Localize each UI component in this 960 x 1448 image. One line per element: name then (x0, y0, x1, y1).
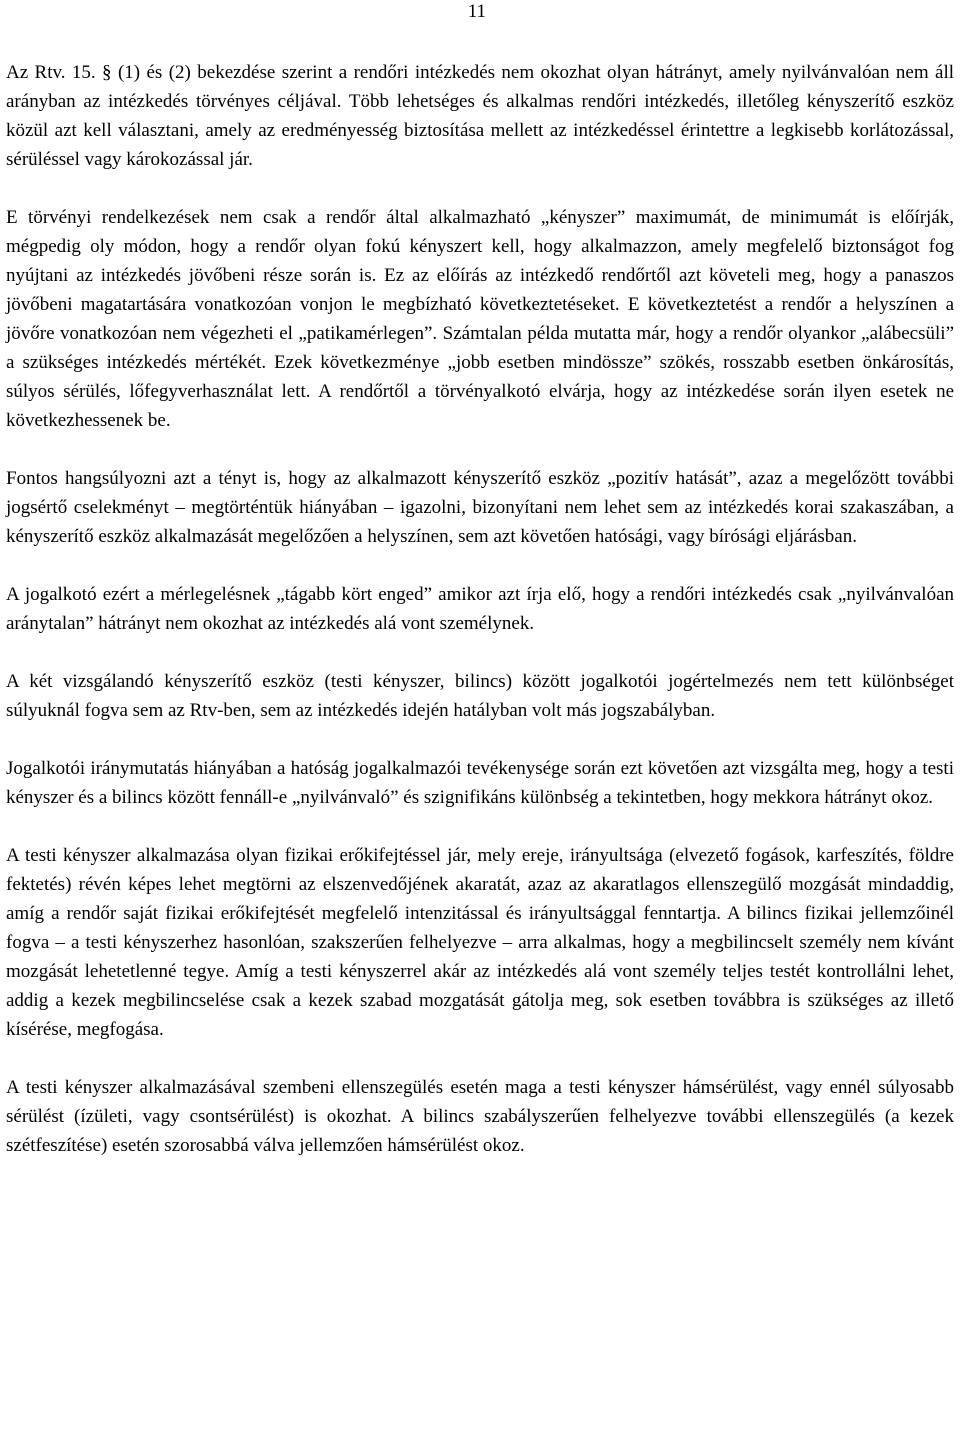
paragraph-1: Az Rtv. 15. § (1) és (2) bekezdése szerint a rendőri intézkedés nem okozhat olyan hátrányt, amely nyilvánvalóan nem áll arányban az intézkedés törvényes céljával. Több lehetséges és alkalmas rendőri intézkedés, illetőleg kényszerítő eszköz közül azt kell választani, amely az eredményesség biztosítása mellett az intézkedéssel érintettre a legkisebb korlátozással, sérüléssel vagy károkozással jár. (6, 62, 954, 170)
paragraph-5: A két vizsgálandó kényszerítő eszköz (testi kényszer, bilincs) között jogalkotói jogértelmezés nem tett különbséget súlyuknál fogva sem az Rtv-ben, sem az intézkedés idején hatályban volt más jogszabályban. (6, 671, 954, 721)
paragraph-4: A jogalkotó ezért a mérlegelésnek „tágabb kört enged” amikor azt írja elő, hogy a rendőri intézkedés csak „nyilvánvalóan aránytalan” hátrányt nem okozhat az intézkedés alá vont személynek. (6, 584, 954, 634)
paragraph-3: Fontos hangsúlyozni azt a tényt is, hogy az alkalmazott kényszerítő eszköz „pozitív hatását”, azaz a megelőzött további jogsértő cselekményt – megtörténtük hiányában – igazolni, bizonyítani nem lehet sem az intézkedés korai szakaszában, a kényszerítő eszköz alkalmazását megelőzően a helyszínen, sem azt követően hatósági, vagy bírósági eljárásban. (6, 468, 954, 547)
page-number: 11 (467, 1, 486, 22)
paragraph-2: E törvényi rendelkezések nem csak a rendőr által alkalmazható „kényszer” maximumát, de minimumát is előírják, mégpedig oly módon, hogy a rendőr olyan fokú kényszert kell, hogy alkalmazzon, amely megfelelő biztonságot fog nyújtani az intézkedés jövőbeni része során is. Ez az előírás az intézkedő rendőrtől azt követeli meg, hogy a panaszos jövőbeni magatartására vonatkozóan vonjon le megbízható következtetéseket. E következtetést a rendőr a helyszínen a jövőre vonatkozóan nem végezheti el „patikamérlegen”. Számtalan példa mutatta már, hogy a rendőr olyankor „alábecsüli” a szükséges intézkedés mértékét. Ezek következménye „jobb esetben mindössze” szökés, rosszabb esetben önkárosítás, súlyos sérülés, lőfegyverhasználat lett. A rendőrtől a törvényalkotó elvárja, hogy az intézkedése során ilyen esetek ne következhessenek be. (6, 207, 954, 431)
document-body (6, 58, 954, 1160)
paragraph-6: Jogalkotói iránymutatás hiányában a hatóság jogalkalmazói tevékenysége során ezt követően azt vizsgálta meg, hogy a testi kényszer és a bilincs között fennáll-e „nyilvánvaló” és szignifikáns különbség a tekintetben, hogy mekkora hátrányt okoz. (6, 758, 954, 808)
paragraph-7: A testi kényszer alkalmazása olyan fizikai erőkifejtéssel jár, mely ereje, irányultsága (elvezető fogások, karfeszítés, földre fektetés) révén képes lehet megtörni az elszenvedőjének akaratát, azaz az akaratlagos ellenszegülő mozgását mindaddig, amíg a rendőr saját fizikai erőkifejtését megfelelő intenzitással és irányultsággal fenntartja. A bilincs fizikai jellemzőinél fogva – a testi kényszerhez hasonlóan, szakszerűen felhelyezve – arra alkalmas, hogy a megbilincselt személy nem kívánt mozgását lehetetlenné tegye. Amíg a testi kényszerrel akár az intézkedés alá vont személy teljes testét kontrollálni lehet, addig a kezek megbilincselése csak a kezek szabad mozgatását gátolja meg, sok esetben továbbra is szükséges az illető kísérése, megfogása. (6, 845, 954, 1040)
paragraph-8: A testi kényszer alkalmazásával szembeni ellenszegülés esetén maga a testi kényszer hámsérülést, vagy ennél súlyosabb sérülést (ízületi, vagy csontsérülést) is okozhat. A bilincs szabályszerűen felhelyezve további ellenszegülés (a kezek szétfeszítése) esetén szorosabbá válva jellemzően hámsérülést okoz. (6, 1077, 954, 1156)
